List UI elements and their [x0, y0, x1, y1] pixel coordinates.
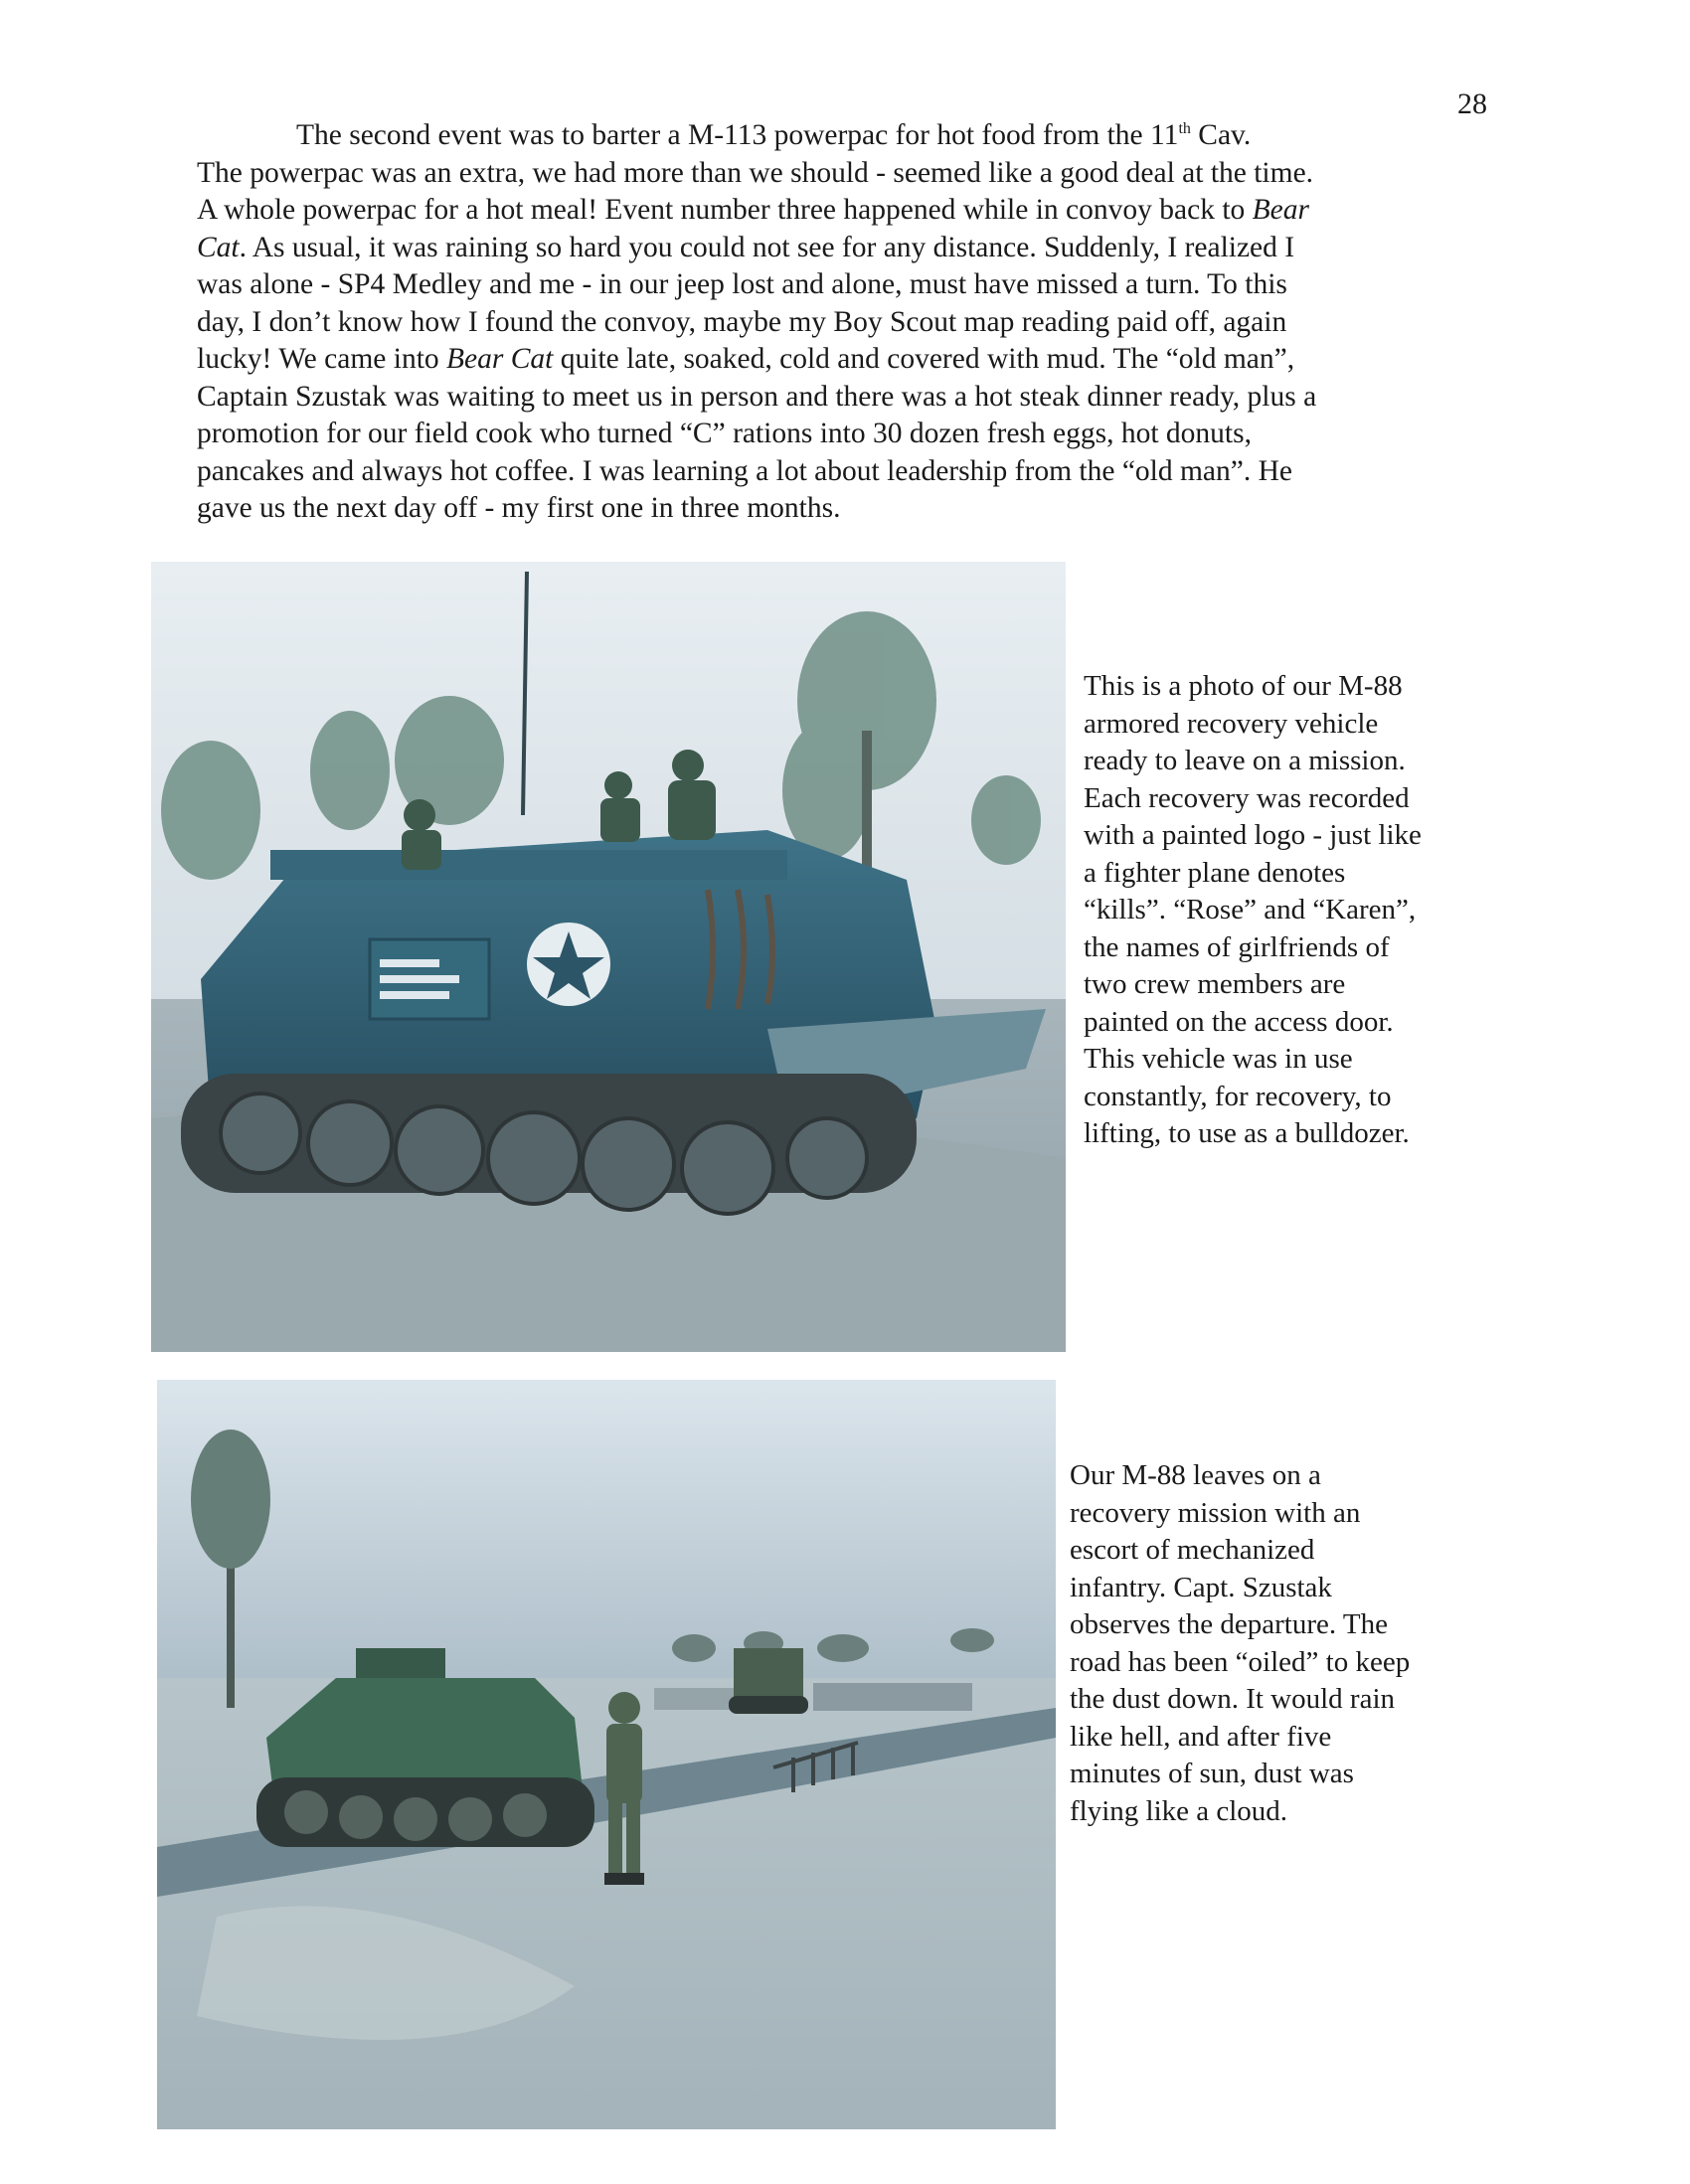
- body-line: gave us the next day off - my first one in three months.: [197, 492, 841, 524]
- m88-vehicle-illustration: [151, 562, 1066, 1352]
- body-line: [197, 341, 1489, 379]
- caption-line: a fighter plane denotes: [1084, 856, 1346, 889]
- caption-line: road has been “oiled” to keep: [1070, 1645, 1411, 1678]
- caption-line: ready to leave on a mission.: [1084, 745, 1406, 776]
- body-line: Captain Szustak was waiting to meet us in person and there was a hot steak dinner ready, plus a: [197, 380, 1317, 413]
- body-line: The powerpac was an extra, we had more than we should - seemed like a good deal at the time.: [197, 156, 1314, 189]
- caption-line: minutes of sun, dust was: [1070, 1758, 1354, 1789]
- caption-line: painted on the access door.: [1084, 1005, 1394, 1038]
- caption-line: recovery mission with an: [1070, 1496, 1361, 1529]
- departure-photo-caption: [1070, 1457, 1487, 1830]
- caption-line: observes the departure. The: [1070, 1608, 1388, 1640]
- caption-line: constantly, for recovery, to: [1084, 1080, 1392, 1112]
- caption-line: lifting, to use as a bulldozer.: [1084, 1117, 1410, 1149]
- m88-departure-photo: [157, 1380, 1056, 2129]
- body-line: [197, 192, 1489, 230]
- body-line: was alone - SP4 Medley and me - in our jeep lost and alone, must have missed a turn. To this: [197, 268, 1287, 300]
- place-name: Cat: [197, 231, 240, 263]
- caption-line: “kills”. “Rose” and “Karen”,: [1084, 894, 1417, 925]
- m88-vehicle-photo: [151, 562, 1066, 1352]
- m88-photo-caption: [1084, 668, 1501, 1153]
- caption-line: the names of girlfriends of: [1084, 930, 1390, 963]
- caption-line: flying like a cloud.: [1070, 1794, 1288, 1827]
- caption-line: like hell, and after five: [1070, 1720, 1332, 1753]
- body-line: [197, 117, 1489, 155]
- caption-line: This is a photo of our M-88: [1084, 670, 1403, 702]
- caption-line: Each recovery was recorded: [1084, 781, 1410, 814]
- body-line: promotion for our field cook who turned “C” rations into 30 dozen fresh eggs, hot donuts,: [197, 418, 1252, 449]
- body-line: pancakes and always hot coffee. I was learning a lot about leadership from the “old man”. He: [197, 454, 1293, 487]
- body-line: day, I don’t know how I found the convoy, maybe my Boy Scout map reading paid off, again: [197, 305, 1287, 338]
- body-line-text: The second event was to barter a M-113 powerpac for hot food from the 11: [296, 119, 1179, 151]
- body-line: [197, 230, 1489, 267]
- body-line-text: lucky! We came into: [197, 343, 447, 375]
- body-paragraph: [197, 117, 1489, 528]
- place-name: Bear: [1252, 194, 1309, 226]
- caption-line: armored recovery vehicle: [1084, 707, 1379, 740]
- caption-line: infantry. Capt. Szustak: [1070, 1571, 1332, 1603]
- caption-line: the dust down. It would rain: [1070, 1683, 1396, 1715]
- page-number: 28: [1457, 87, 1487, 120]
- caption-line: Our M-88 leaves on a: [1070, 1459, 1321, 1491]
- caption-line: with a painted logo - just like: [1084, 819, 1422, 851]
- body-line-text: A whole powerpac for a hot meal! Event number three happened while in convoy back to: [197, 194, 1253, 226]
- place-name: Bear Cat: [446, 343, 554, 375]
- body-line-text: . As usual, it was raining so hard you could not see for any distance. Suddenly, I realized I: [239, 231, 1295, 263]
- caption-line: two crew members are: [1084, 968, 1346, 1000]
- m88-departure-illustration: [157, 1380, 1056, 2129]
- body-line-text: Cav.: [1190, 119, 1252, 151]
- ordinal-superscript: th: [1178, 120, 1191, 138]
- caption-line: This vehicle was in use: [1084, 1043, 1353, 1075]
- caption-line: escort of mechanized: [1070, 1534, 1315, 1566]
- body-line-text: quite late, soaked, cold and covered with mud. The “old man”,: [553, 343, 1295, 375]
